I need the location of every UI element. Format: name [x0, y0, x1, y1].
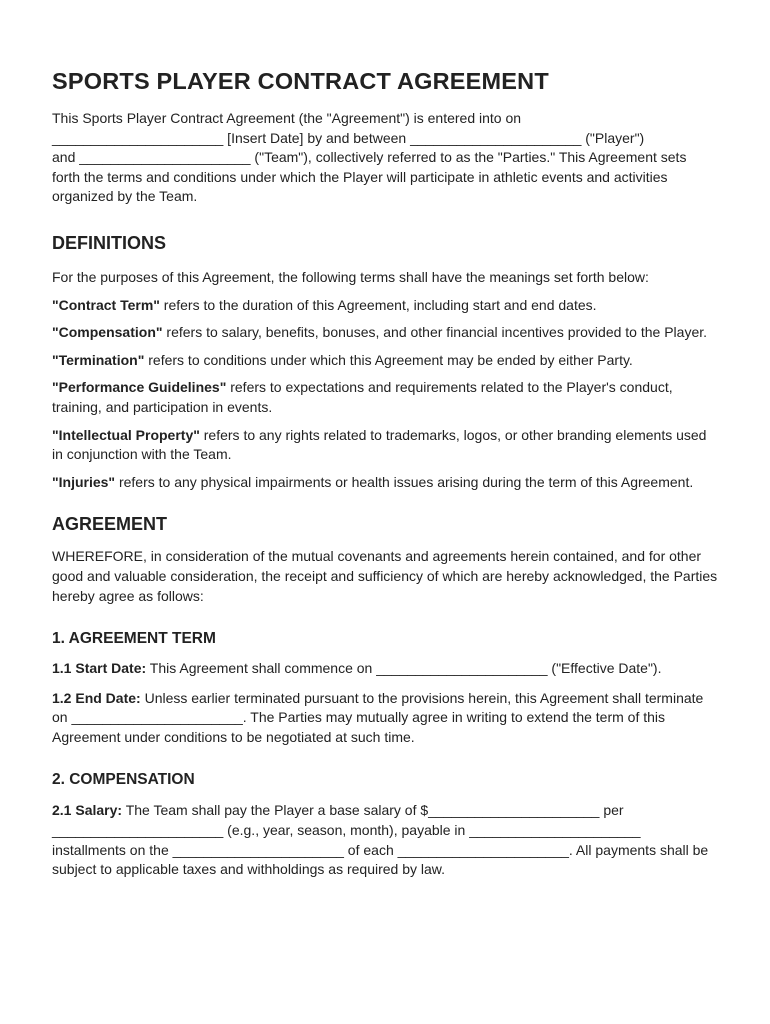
end-date-blank: ______________________: [71, 709, 243, 726]
agreement-heading: AGREEMENT: [52, 514, 168, 535]
clause-text: The Team shall pay the Player a base salary of $: [122, 802, 429, 819]
definition-term: "Intellectual Property": [52, 426, 200, 443]
definition-text: refers to conditions under which this Agreement may be ended by either Party.: [144, 351, 633, 368]
clause-2-1: [52, 801, 718, 879]
intro-text: ("Player"): [581, 129, 645, 146]
definition-item: [52, 378, 718, 417]
definition-term: "Performance Guidelines": [52, 379, 227, 396]
clause-label: 1.1 Start Date:: [52, 660, 147, 677]
definition-term: "Compensation": [52, 324, 163, 341]
definition-text: refers to any physical impairments or health issues arising during the term of this Agreement.: [115, 473, 694, 490]
clause-1-2: [52, 689, 718, 748]
date-blank: ______________________: [52, 129, 224, 146]
definition-text: refers to any rights related to trademarks, logos, or other branding elements used in conjunction with the Team.: [52, 426, 707, 463]
clause-text: (e.g., year, season, month), payable in: [223, 822, 470, 839]
definition-text: refers to salary, benefits, bonuses, and other financial incentives provided to the Player.: [162, 324, 708, 341]
intro-text: ("Team"), collectively referred to as the "Parties." This Agreement sets forth the terms and conditions under which the Player will participate in athletic events and activities organized by the Team.: [52, 149, 687, 205]
player-blank: ______________________: [410, 129, 582, 146]
intro-text: [Insert Date] by and between: [223, 129, 411, 146]
definition-item: [52, 296, 718, 316]
definition-text: refers to expectations and requirements related to the Player's conduct, training, and participation in events.: [52, 379, 673, 415]
definition-term: "Injuries": [52, 473, 116, 490]
definition-item: [52, 426, 718, 465]
clause-text: of each: [343, 841, 398, 858]
salary-blank: ______________________: [428, 802, 600, 819]
definitions-lead: For the purposes of this Agreement, the following terms shall have the meanings set forth below:: [52, 268, 649, 285]
start-date-blank: ______________________: [376, 660, 548, 677]
period-blank: ______________________: [52, 822, 224, 839]
definition-item: [52, 351, 718, 371]
intro-paragraph: [52, 109, 718, 207]
definition-text: refers to the duration of this Agreement, including start and end dates.: [159, 296, 597, 313]
interval-blank: ______________________: [397, 841, 569, 858]
definitions-heading: DEFINITIONS: [52, 232, 167, 253]
clause-text: ("Effective Date").: [547, 660, 662, 677]
definition-item: [52, 323, 718, 343]
installment-blank: ______________________: [469, 822, 641, 839]
document-title: SPORTS PLAYER CONTRACT AGREEMENT: [52, 68, 549, 94]
clause-text: . The Parties may mutually agree in writing to extend the term of this Agreement under conditions to be negotiated at such time.: [52, 709, 666, 745]
definition-term: "Termination": [52, 351, 145, 368]
agreement-paragraph: WHEREFORE, in consideration of the mutual covenants and agreements herein contained, and for other good and valuable consideration, the receipt and sufficiency of which are hereby acknowledged, the Parties hereby agree as follows:: [52, 548, 718, 604]
section-1-heading: 1. AGREEMENT TERM: [52, 630, 216, 648]
clause-text: This Agreement shall commence on: [146, 660, 377, 677]
intro-text: and: [52, 149, 80, 166]
definition-item: [52, 473, 718, 493]
section-2-heading: 2. COMPENSATION: [52, 771, 195, 789]
day-blank: ______________________: [172, 841, 344, 858]
team-blank: ______________________: [79, 149, 251, 166]
clause-text: per: [599, 802, 624, 819]
clause-text: installments on the: [52, 841, 173, 858]
clause-text: . All payments shall be subject to applicable taxes and withholdings as required by law.: [52, 841, 709, 878]
definition-term: "Contract Term": [52, 296, 160, 313]
intro-text: This Sports Player Contract Agreement (the "Agreement") is entered into on: [52, 110, 522, 126]
clause-1-1: [52, 659, 718, 679]
clause-text: Unless earlier terminated pursuant to the provisions herein, this Agreement shall terminate on: [52, 689, 704, 726]
clause-label: 1.2 End Date:: [52, 689, 141, 706]
clause-label: 2.1 Salary:: [52, 802, 123, 819]
